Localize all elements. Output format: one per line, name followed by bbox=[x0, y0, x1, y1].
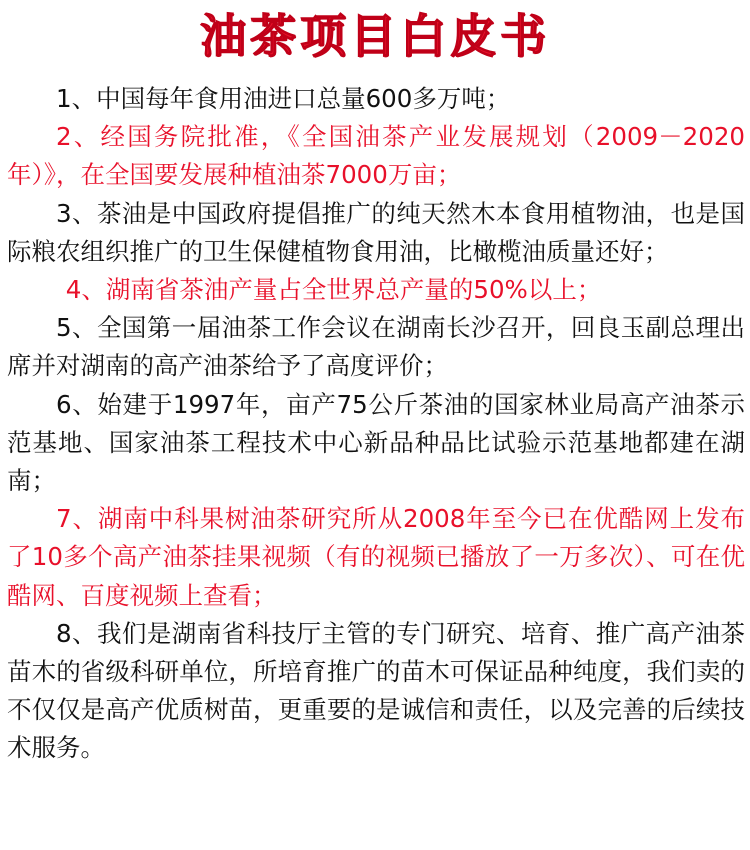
point-3: 3、茶油是中国政府提倡推广的纯天然木本食用植物油，也是国际粮农组织推广的卫生保健植物食用油，比橄榄油质量还好； bbox=[7, 198, 745, 266]
point-6: 6、始建于1997年，亩产75公斤茶油的国家林业局高产油茶示范基地、国家油茶工程技术中心新品种品比试验示范基地都建在湖南； bbox=[7, 389, 745, 496]
point-7: 7、湖南中科果树油茶研究所从2008年至今已在优酷网上发布了10多个高产油茶挂果视频（有的视频已播放了一万多次）、可在优酷网、百度视频上查看； bbox=[7, 504, 745, 610]
point-5: 5、全国第一届油茶工作会议在湖南长沙召开，回良玉副总理出席并对湖南的高产油茶给予了高度评价； bbox=[7, 313, 745, 381]
point-2: 2、经国务院批准，《全国油茶产业发展规划（2009－2020年）》，在全国要发展种植油茶7000万亩； bbox=[7, 122, 745, 190]
title-banner bbox=[0, 6, 750, 72]
point-1: 1、中国每年食用油进口总量600多万吨； bbox=[56, 84, 511, 113]
page-title: 油茶项目白皮书 bbox=[200, 9, 550, 63]
whitepaper-body bbox=[7, 80, 745, 768]
point-8: 8、我们是湖南省科技厅主管的专门研究、培育、推广高产油茶苗木的省级科研单位，所培育推广的苗木可保证品种纯度，我们卖的不仅仅是高产优质树苗，更重要的是诚信和责任，以及完善的后续技术服务。 bbox=[7, 618, 745, 763]
point-4: 4、湖南省茶油产量占全世界总产量的50%以上； bbox=[65, 275, 602, 305]
